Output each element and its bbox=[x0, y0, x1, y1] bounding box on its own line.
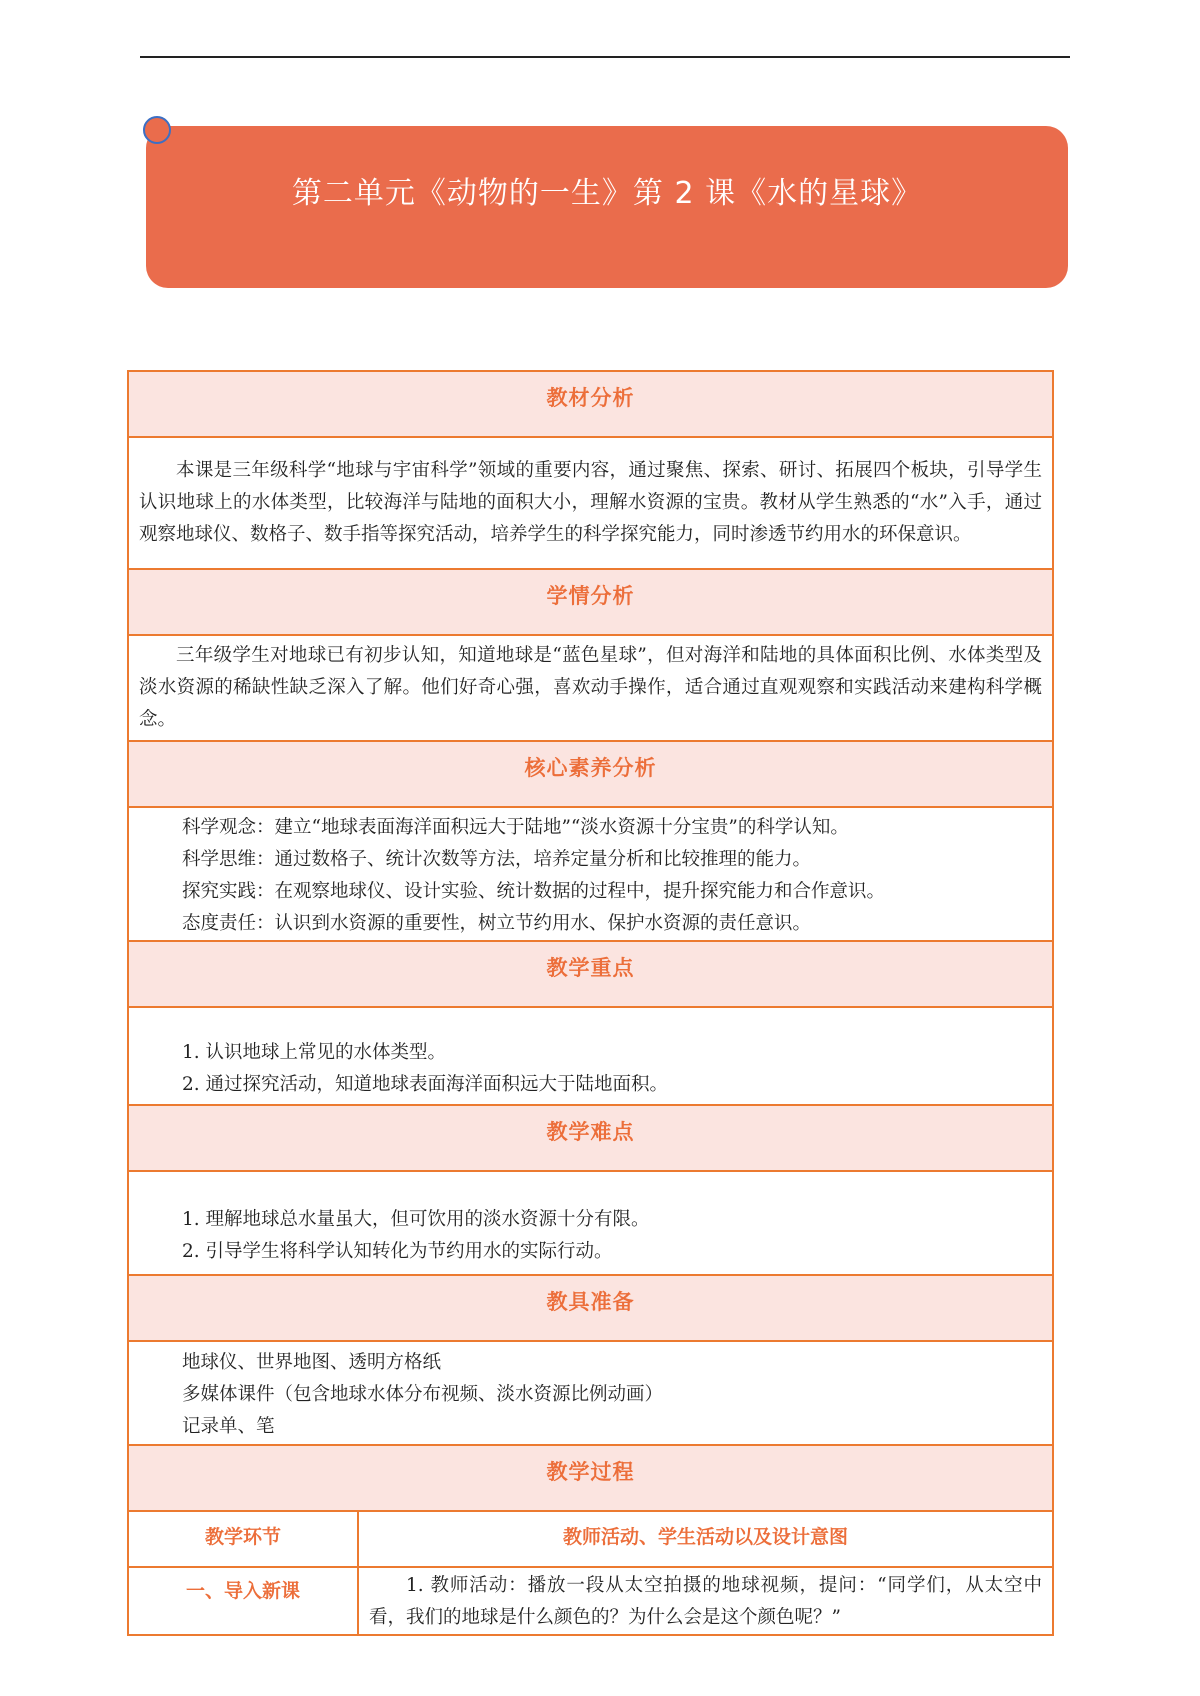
section-heading-materials: 教具准备 bbox=[128, 1275, 1053, 1341]
lesson-plan-table bbox=[127, 370, 1054, 1636]
section-body-core-literacy bbox=[128, 807, 1053, 941]
key-point-item: 2. 通过探究活动，知道地球表面海洋面积远大于陆地面积。 bbox=[182, 1074, 669, 1095]
section-heading-core-literacy: 核心素养分析 bbox=[128, 741, 1053, 807]
banner-circle-decoration bbox=[143, 116, 171, 144]
section-body-learner-analysis bbox=[128, 635, 1053, 741]
section-heading-textbook-analysis: 教材分析 bbox=[128, 371, 1053, 437]
section-body-textbook-analysis bbox=[128, 437, 1053, 569]
key-point-item: 1. 认识地球上常见的水体类型。 bbox=[182, 1042, 447, 1063]
textbook-analysis-text: 本课是三年级科学“地球与宇宙科学”领域的重要内容，通过聚焦、探索、研讨、拓展四个板块，引导学生认识地球上的水体类型，比较海洋与陆地的面积大小，理解水资源的宝贵。教材从学生熟悉的“水”入手，通过观察地球仪、数格子、数手指等探究活动，培养学生的科学探究能力，同时渗透节约用水的环保意识。 bbox=[139, 460, 1042, 545]
material-item: 多媒体课件（包含地球水体分布视频、淡水资源比例动画） bbox=[182, 1384, 664, 1405]
lesson-title-banner bbox=[146, 126, 1068, 288]
header-rule bbox=[140, 56, 1070, 58]
section-body-difficulties bbox=[128, 1171, 1053, 1275]
material-item: 地球仪、世界地图、透明方格纸 bbox=[182, 1352, 442, 1373]
process-activity-text: 1. 教师活动：播放一段从太空拍摄的地球视频，提问：“同学们，从太空中看，我们的地球是什么颜色的？为什么会是这个颜色呢？” bbox=[369, 1575, 1042, 1628]
process-stage-cell: 一、导入新课 bbox=[128, 1567, 358, 1635]
core-literacy-line: 科学思维：通过数格子、统计次数等方法，培养定量分析和比较推理的能力。 bbox=[182, 849, 812, 870]
section-heading-process: 教学过程 bbox=[128, 1445, 1053, 1511]
process-activity-cell bbox=[358, 1567, 1053, 1635]
lesson-title: 第二单元《动物的一生》第 2 课《水的星球》 bbox=[291, 176, 923, 211]
difficulty-item: 1. 理解地球总水量虽大，但可饮用的淡水资源十分有限。 bbox=[182, 1209, 650, 1230]
section-heading-learner-analysis: 学情分析 bbox=[128, 569, 1053, 635]
section-body-materials bbox=[128, 1341, 1053, 1445]
learner-analysis-text: 三年级学生对地球已有初步认知，知道地球是“蓝色星球”，但对海洋和陆地的具体面积比例、水体类型及淡水资源的稀缺性缺乏深入了解。他们好奇心强，喜欢动手操作，适合通过直观观察和实践活动来建构科学概念。 bbox=[139, 645, 1042, 730]
column-header-activity: 教师活动、学生活动以及设计意图 bbox=[358, 1511, 1053, 1567]
section-heading-difficulties: 教学难点 bbox=[128, 1105, 1053, 1171]
material-item: 记录单、笔 bbox=[182, 1416, 275, 1437]
column-header-stage: 教学环节 bbox=[128, 1511, 358, 1567]
section-body-key-points bbox=[128, 1007, 1053, 1105]
section-heading-key-points: 教学重点 bbox=[128, 941, 1053, 1007]
core-literacy-line: 科学观念：建立“地球表面海洋面积远大于陆地”“淡水资源十分宝贵”的科学认知。 bbox=[182, 817, 849, 838]
difficulty-item: 2. 引导学生将科学认知转化为节约用水的实际行动。 bbox=[182, 1241, 613, 1262]
core-literacy-line: 态度责任：认识到水资源的重要性，树立节约用水、保护水资源的责任意识。 bbox=[182, 913, 812, 934]
core-literacy-line: 探究实践：在观察地球仪、设计实验、统计数据的过程中，提升探究能力和合作意识。 bbox=[182, 881, 886, 902]
